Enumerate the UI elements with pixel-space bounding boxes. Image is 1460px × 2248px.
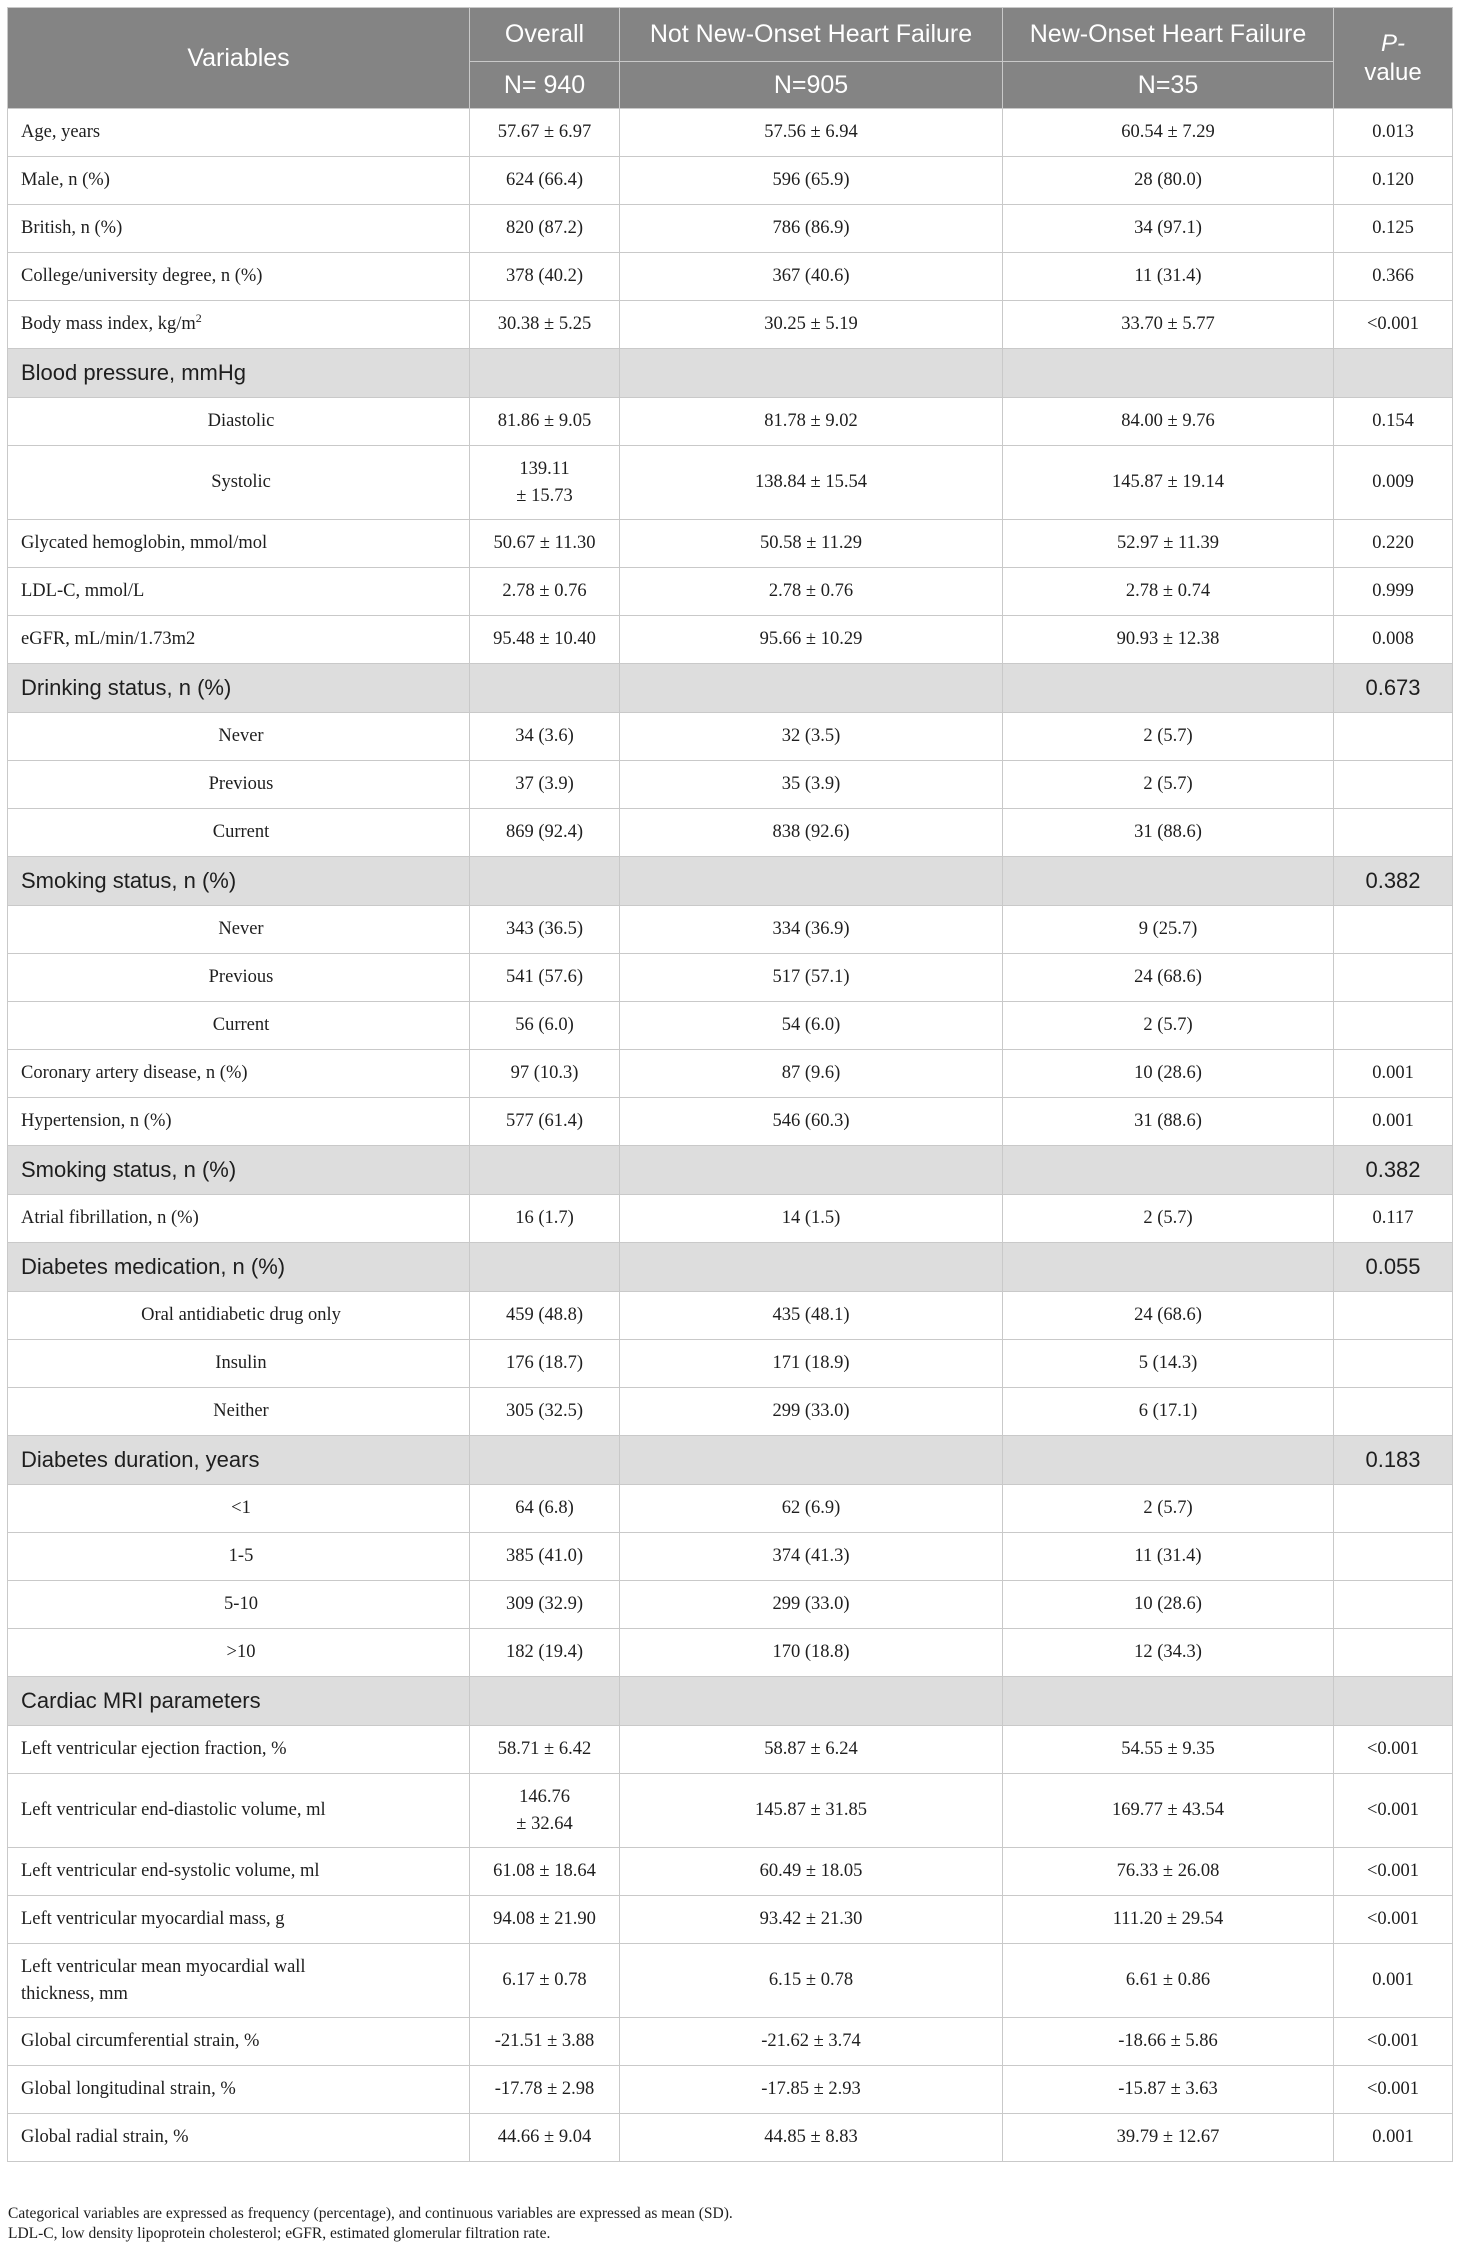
- row-label: Age, years: [8, 109, 470, 157]
- table-row: [8, 809, 1453, 857]
- cell-new-onset-hf: 2 (5.7): [1003, 1195, 1334, 1243]
- row-label: Global circumferential strain, %: [8, 2018, 470, 2066]
- row-label: Previous: [8, 954, 470, 1002]
- header-n-new-onset-hf: N=35: [1003, 62, 1334, 109]
- cell-not-new-onset-hf: 6.15 ± 0.78: [620, 1944, 1003, 2018]
- cell-not-new-onset-hf: 87 (9.6): [620, 1050, 1003, 1098]
- cell-new-onset-hf: 52.97 ± 11.39: [1003, 520, 1334, 568]
- cell-new-onset-hf: 6.61 ± 0.86: [1003, 1944, 1334, 2018]
- row-label: eGFR, mL/min/1.73m2: [8, 616, 470, 664]
- cell-new-onset-hf: 11 (31.4): [1003, 253, 1334, 301]
- table-row: [8, 568, 1453, 616]
- table-row: [8, 954, 1453, 1002]
- table-row: [8, 1726, 1453, 1774]
- row-label: 5-10: [8, 1581, 470, 1629]
- table-row: [8, 1896, 1453, 1944]
- cell-overall-line1: 146.76: [519, 1786, 570, 1807]
- section-label: Drinking status, n (%): [8, 664, 470, 713]
- cell-p-value: <0.001: [1334, 1848, 1453, 1896]
- cell-not-new-onset-hf: 60.49 ± 18.05: [620, 1848, 1003, 1896]
- cell-new-onset-hf: 11 (31.4): [1003, 1533, 1334, 1581]
- cell-p-value: [1334, 1292, 1453, 1340]
- cell-overall: [470, 446, 620, 520]
- cell-not-new-onset-hf: [620, 1677, 1003, 1726]
- table-footnotes: [8, 2204, 1448, 2244]
- cell-overall: 176 (18.7): [470, 1340, 620, 1388]
- cell-p-value: 0.009: [1334, 446, 1453, 520]
- row-label: Never: [8, 713, 470, 761]
- cell-overall: 309 (32.9): [470, 1581, 620, 1629]
- row-label: <1: [8, 1485, 470, 1533]
- row-label: Insulin: [8, 1340, 470, 1388]
- cell-overall: 37 (3.9): [470, 761, 620, 809]
- cell-new-onset-hf: -18.66 ± 5.86: [1003, 2018, 1334, 2066]
- cell-new-onset-hf: 6 (17.1): [1003, 1388, 1334, 1436]
- cell-new-onset-hf: 2 (5.7): [1003, 1485, 1334, 1533]
- cell-not-new-onset-hf: -17.85 ± 2.93: [620, 2066, 1003, 2114]
- row-label: Left ventricular end-systolic volume, ml: [8, 1848, 470, 1896]
- cell-not-new-onset-hf: 435 (48.1): [620, 1292, 1003, 1340]
- table-row: [8, 398, 1453, 446]
- cell-new-onset-hf: 169.77 ± 43.54: [1003, 1774, 1334, 1848]
- section-label: Diabetes duration, years: [8, 1436, 470, 1485]
- row-label: Diastolic: [8, 398, 470, 446]
- cell-not-new-onset-hf: 62 (6.9): [620, 1485, 1003, 1533]
- table-row: [8, 761, 1453, 809]
- cell-not-new-onset-hf: [620, 1146, 1003, 1195]
- cell-not-new-onset-hf: 81.78 ± 9.02: [620, 398, 1003, 446]
- table-row: [8, 157, 1453, 205]
- cell-overall: 94.08 ± 21.90: [470, 1896, 620, 1944]
- footnote-line-2: LDL-C, low density lipoprotein cholesterol; eGFR, estimated glomerular filtration rate.: [8, 2225, 551, 2242]
- cell-not-new-onset-hf: [620, 664, 1003, 713]
- cell-not-new-onset-hf: [620, 857, 1003, 906]
- cell-new-onset-hf: 60.54 ± 7.29: [1003, 109, 1334, 157]
- cell-overall: 385 (41.0): [470, 1533, 620, 1581]
- header-p-prefix: P-: [1381, 30, 1405, 57]
- cell-p-value: 0.125: [1334, 205, 1453, 253]
- cell-p-value: 0.154: [1334, 398, 1453, 446]
- header-new-onset-hf: New-Onset Heart Failure: [1003, 8, 1334, 62]
- cell-p-value: [1334, 1388, 1453, 1436]
- cell-overall: 34 (3.6): [470, 713, 620, 761]
- cell-not-new-onset-hf: 138.84 ± 15.54: [620, 446, 1003, 520]
- section-label: Diabetes medication, n (%): [8, 1243, 470, 1292]
- cell-p-value: 0.117: [1334, 1195, 1453, 1243]
- header-n-not-new-onset-hf: N=905: [620, 62, 1003, 109]
- cell-not-new-onset-hf: 367 (40.6): [620, 253, 1003, 301]
- cell-new-onset-hf: 2 (5.7): [1003, 1002, 1334, 1050]
- table-row: [8, 1098, 1453, 1146]
- cell-not-new-onset-hf: 145.87 ± 31.85: [620, 1774, 1003, 1848]
- cell-not-new-onset-hf: 171 (18.9): [620, 1340, 1003, 1388]
- header-n-overall: N= 940: [470, 62, 620, 109]
- cell-not-new-onset-hf: 2.78 ± 0.76: [620, 568, 1003, 616]
- cell-not-new-onset-hf: 30.25 ± 5.19: [620, 301, 1003, 349]
- cell-not-new-onset-hf: 95.66 ± 10.29: [620, 616, 1003, 664]
- cell-p-value: 0.183: [1334, 1436, 1453, 1485]
- cell-p-value: [1334, 713, 1453, 761]
- cell-not-new-onset-hf: 14 (1.5): [620, 1195, 1003, 1243]
- cell-p-value: [1334, 906, 1453, 954]
- cell-overall: 95.48 ± 10.40: [470, 616, 620, 664]
- cell-new-onset-hf: 2 (5.7): [1003, 761, 1334, 809]
- cell-overall: [470, 1146, 620, 1195]
- table-row: [8, 1848, 1453, 1896]
- row-label: 1-5: [8, 1533, 470, 1581]
- table-row: [8, 1388, 1453, 1436]
- row-label: Left ventricular myocardial mass, g: [8, 1896, 470, 1944]
- cell-not-new-onset-hf: 50.58 ± 11.29: [620, 520, 1003, 568]
- cell-p-value: <0.001: [1334, 1726, 1453, 1774]
- cell-not-new-onset-hf: 170 (18.8): [620, 1629, 1003, 1677]
- cell-p-value: 0.220: [1334, 520, 1453, 568]
- cell-new-onset-hf: 84.00 ± 9.76: [1003, 398, 1334, 446]
- table-row: [8, 906, 1453, 954]
- table-row: [8, 520, 1453, 568]
- cell-p-value: [1334, 1340, 1453, 1388]
- table-row: [8, 109, 1453, 157]
- header-p-value: [1334, 8, 1453, 109]
- row-label: Global radial strain, %: [8, 2114, 470, 2162]
- cell-overall: [470, 664, 620, 713]
- row-label: [8, 301, 470, 349]
- table-row: [8, 253, 1453, 301]
- row-label: Hypertension, n (%): [8, 1098, 470, 1146]
- section-label: Smoking status, n (%): [8, 857, 470, 906]
- cell-p-value: [1334, 1533, 1453, 1581]
- cell-not-new-onset-hf: 44.85 ± 8.83: [620, 2114, 1003, 2162]
- cell-overall: 2.78 ± 0.76: [470, 568, 620, 616]
- section-row: [8, 349, 1453, 398]
- table-body: [8, 109, 1453, 2162]
- cell-not-new-onset-hf: 299 (33.0): [620, 1581, 1003, 1629]
- cell-new-onset-hf: 2 (5.7): [1003, 713, 1334, 761]
- cell-overall: 577 (61.4): [470, 1098, 620, 1146]
- section-row: [8, 1146, 1453, 1195]
- table-row: [8, 1774, 1453, 1848]
- row-label: College/university degree, n (%): [8, 253, 470, 301]
- cell-not-new-onset-hf: 54 (6.0): [620, 1002, 1003, 1050]
- footnote-line-1: Categorical variables are expressed as frequency (percentage), and continuous variables are expressed as mean (SD).: [8, 2205, 733, 2222]
- cell-overall: 97 (10.3): [470, 1050, 620, 1098]
- cell-overall: 50.67 ± 11.30: [470, 520, 620, 568]
- cell-new-onset-hf: 24 (68.6): [1003, 1292, 1334, 1340]
- cell-p-value: 0.382: [1334, 857, 1453, 906]
- baseline-characteristics-table-wrapper: [7, 7, 1452, 2162]
- cell-overall: 58.71 ± 6.42: [470, 1726, 620, 1774]
- row-label-line1: Left ventricular mean myocardial wall: [21, 1956, 306, 1977]
- cell-new-onset-hf: 33.70 ± 5.77: [1003, 301, 1334, 349]
- cell-p-value: 0.055: [1334, 1243, 1453, 1292]
- cell-p-value: [1334, 1581, 1453, 1629]
- row-label: Current: [8, 1002, 470, 1050]
- cell-overall: 16 (1.7): [470, 1195, 620, 1243]
- cell-new-onset-hf: 28 (80.0): [1003, 157, 1334, 205]
- cell-overall: 57.67 ± 6.97: [470, 109, 620, 157]
- cell-overall: 61.08 ± 18.64: [470, 1848, 620, 1896]
- cell-not-new-onset-hf: 93.42 ± 21.30: [620, 1896, 1003, 1944]
- cell-p-value: 0.001: [1334, 1098, 1453, 1146]
- cell-not-new-onset-hf: 57.56 ± 6.94: [620, 109, 1003, 157]
- cell-p-value: [1334, 349, 1453, 398]
- cell-new-onset-hf: [1003, 1243, 1334, 1292]
- cell-p-value: <0.001: [1334, 301, 1453, 349]
- cell-overall: 305 (32.5): [470, 1388, 620, 1436]
- cell-new-onset-hf: 76.33 ± 26.08: [1003, 1848, 1334, 1896]
- cell-not-new-onset-hf: 546 (60.3): [620, 1098, 1003, 1146]
- cell-overall: 30.38 ± 5.25: [470, 301, 620, 349]
- section-label: Cardiac MRI parameters: [8, 1677, 470, 1726]
- cell-new-onset-hf: [1003, 1677, 1334, 1726]
- table-row: [8, 301, 1453, 349]
- cell-p-value: 0.001: [1334, 1050, 1453, 1098]
- section-label: Blood pressure, mmHg: [8, 349, 470, 398]
- cell-p-value: [1334, 1485, 1453, 1533]
- row-label: Oral antidiabetic drug only: [8, 1292, 470, 1340]
- row-label: Left ventricular ejection fraction, %: [8, 1726, 470, 1774]
- table-row: [8, 446, 1453, 520]
- cell-not-new-onset-hf: 517 (57.1): [620, 954, 1003, 1002]
- cell-p-value: 0.001: [1334, 2114, 1453, 2162]
- row-label-line2: thickness, mm: [21, 1983, 128, 2004]
- cell-p-value: 0.382: [1334, 1146, 1453, 1195]
- cell-new-onset-hf: 10 (28.6): [1003, 1050, 1334, 1098]
- cell-overall: 44.66 ± 9.04: [470, 2114, 620, 2162]
- cell-new-onset-hf: 145.87 ± 19.14: [1003, 446, 1334, 520]
- cell-p-value: 0.013: [1334, 109, 1453, 157]
- table-row: [8, 205, 1453, 253]
- table-row: [8, 1629, 1453, 1677]
- cell-not-new-onset-hf: 299 (33.0): [620, 1388, 1003, 1436]
- cell-new-onset-hf: 31 (88.6): [1003, 809, 1334, 857]
- header-variables: Variables: [8, 8, 470, 109]
- table-row: [8, 2018, 1453, 2066]
- section-row: [8, 1243, 1453, 1292]
- cell-not-new-onset-hf: 334 (36.9): [620, 906, 1003, 954]
- cell-new-onset-hf: [1003, 857, 1334, 906]
- cell-not-new-onset-hf: [620, 1243, 1003, 1292]
- row-label: Male, n (%): [8, 157, 470, 205]
- cell-not-new-onset-hf: [620, 349, 1003, 398]
- table-row: [8, 2114, 1453, 2162]
- cell-not-new-onset-hf: [620, 1436, 1003, 1485]
- bmi-label-text: Body mass index, kg/m: [21, 314, 196, 334]
- cell-new-onset-hf: 10 (28.6): [1003, 1581, 1334, 1629]
- cell-p-value: [1334, 954, 1453, 1002]
- cell-overall: 820 (87.2): [470, 205, 620, 253]
- cell-new-onset-hf: 12 (34.3): [1003, 1629, 1334, 1677]
- cell-new-onset-hf: 24 (68.6): [1003, 954, 1334, 1002]
- cell-not-new-onset-hf: 58.87 ± 6.24: [620, 1726, 1003, 1774]
- row-label: Previous: [8, 761, 470, 809]
- header-p-suffix: value: [1364, 59, 1422, 86]
- table-row: [8, 2066, 1453, 2114]
- table-row: [8, 1002, 1453, 1050]
- table-header: [8, 8, 1453, 109]
- table-row: [8, 1050, 1453, 1098]
- row-label: Atrial fibrillation, n (%): [8, 1195, 470, 1243]
- row-label: [8, 1944, 470, 2018]
- bmi-label-superscript: 2: [195, 310, 202, 325]
- cell-new-onset-hf: -15.87 ± 3.63: [1003, 2066, 1334, 2114]
- cell-p-value: <0.001: [1334, 1774, 1453, 1848]
- cell-not-new-onset-hf: -21.62 ± 3.74: [620, 2018, 1003, 2066]
- cell-new-onset-hf: [1003, 349, 1334, 398]
- row-label: Current: [8, 809, 470, 857]
- cell-overall: 182 (19.4): [470, 1629, 620, 1677]
- row-label: Neither: [8, 1388, 470, 1436]
- table-row: [8, 1581, 1453, 1629]
- row-label: Global longitudinal strain, %: [8, 2066, 470, 2114]
- section-row: [8, 1677, 1453, 1726]
- cell-new-onset-hf: 54.55 ± 9.35: [1003, 1726, 1334, 1774]
- cell-new-onset-hf: 9 (25.7): [1003, 906, 1334, 954]
- row-label: Left ventricular end-diastolic volume, ml: [8, 1774, 470, 1848]
- cell-overall: [470, 1677, 620, 1726]
- cell-new-onset-hf: 34 (97.1): [1003, 205, 1334, 253]
- cell-p-value: 0.008: [1334, 616, 1453, 664]
- cell-new-onset-hf: 39.79 ± 12.67: [1003, 2114, 1334, 2162]
- cell-new-onset-hf: [1003, 664, 1334, 713]
- cell-new-onset-hf: 31 (88.6): [1003, 1098, 1334, 1146]
- cell-p-value: 0.673: [1334, 664, 1453, 713]
- cell-overall: 81.86 ± 9.05: [470, 398, 620, 446]
- cell-p-value: <0.001: [1334, 1896, 1453, 1944]
- cell-not-new-onset-hf: 596 (65.9): [620, 157, 1003, 205]
- cell-new-onset-hf: 90.93 ± 12.38: [1003, 616, 1334, 664]
- cell-new-onset-hf: 5 (14.3): [1003, 1340, 1334, 1388]
- cell-overall-line2: ± 15.73: [516, 485, 573, 506]
- cell-p-value: <0.001: [1334, 2066, 1453, 2114]
- cell-overall: 624 (66.4): [470, 157, 620, 205]
- section-label: Smoking status, n (%): [8, 1146, 470, 1195]
- cell-overall: -21.51 ± 3.88: [470, 2018, 620, 2066]
- cell-new-onset-hf: [1003, 1146, 1334, 1195]
- cell-overall: [470, 857, 620, 906]
- row-label: LDL-C, mmol/L: [8, 568, 470, 616]
- table-row: [8, 1340, 1453, 1388]
- cell-p-value: <0.001: [1334, 2018, 1453, 2066]
- cell-not-new-onset-hf: 32 (3.5): [620, 713, 1003, 761]
- cell-p-value: 0.001: [1334, 1944, 1453, 2018]
- row-label: >10: [8, 1629, 470, 1677]
- table-row: [8, 1533, 1453, 1581]
- cell-overall: 6.17 ± 0.78: [470, 1944, 620, 2018]
- cell-overall-line2: ± 32.64: [516, 1813, 573, 1834]
- table-row: [8, 616, 1453, 664]
- cell-overall: 459 (48.8): [470, 1292, 620, 1340]
- cell-overall: [470, 1436, 620, 1485]
- cell-not-new-onset-hf: 374 (41.3): [620, 1533, 1003, 1581]
- cell-p-value: [1334, 1002, 1453, 1050]
- table-row: [8, 713, 1453, 761]
- cell-overall: [470, 1243, 620, 1292]
- cell-overall: 56 (6.0): [470, 1002, 620, 1050]
- cell-overall: 869 (92.4): [470, 809, 620, 857]
- cell-overall: 343 (36.5): [470, 906, 620, 954]
- cell-not-new-onset-hf: 838 (92.6): [620, 809, 1003, 857]
- cell-p-value: 0.999: [1334, 568, 1453, 616]
- section-row: [8, 857, 1453, 906]
- table-row: [8, 1485, 1453, 1533]
- baseline-characteristics-table: [7, 7, 1453, 2162]
- cell-overall: [470, 1774, 620, 1848]
- cell-overall-line1: 139.11: [519, 458, 570, 479]
- cell-not-new-onset-hf: 786 (86.9): [620, 205, 1003, 253]
- row-label: Coronary artery disease, n (%): [8, 1050, 470, 1098]
- row-label: Systolic: [8, 446, 470, 520]
- cell-overall: [470, 349, 620, 398]
- row-label: Never: [8, 906, 470, 954]
- cell-overall: 378 (40.2): [470, 253, 620, 301]
- cell-new-onset-hf: 111.20 ± 29.54: [1003, 1896, 1334, 1944]
- section-row: [8, 664, 1453, 713]
- cell-p-value: [1334, 1677, 1453, 1726]
- cell-not-new-onset-hf: 35 (3.9): [620, 761, 1003, 809]
- row-label: Glycated hemoglobin, mmol/mol: [8, 520, 470, 568]
- header-overall: Overall: [470, 8, 620, 62]
- cell-p-value: 0.366: [1334, 253, 1453, 301]
- cell-p-value: 0.120: [1334, 157, 1453, 205]
- section-row: [8, 1436, 1453, 1485]
- row-label: British, n (%): [8, 205, 470, 253]
- cell-p-value: [1334, 761, 1453, 809]
- table-row: [8, 1195, 1453, 1243]
- cell-overall: 64 (6.8): [470, 1485, 620, 1533]
- header-not-new-onset-hf: Not New-Onset Heart Failure: [620, 8, 1003, 62]
- cell-p-value: [1334, 1629, 1453, 1677]
- cell-new-onset-hf: 2.78 ± 0.74: [1003, 568, 1334, 616]
- cell-overall: 541 (57.6): [470, 954, 620, 1002]
- cell-new-onset-hf: [1003, 1436, 1334, 1485]
- table-row: [8, 1292, 1453, 1340]
- cell-p-value: [1334, 809, 1453, 857]
- cell-overall: -17.78 ± 2.98: [470, 2066, 620, 2114]
- table-row: [8, 1944, 1453, 2018]
